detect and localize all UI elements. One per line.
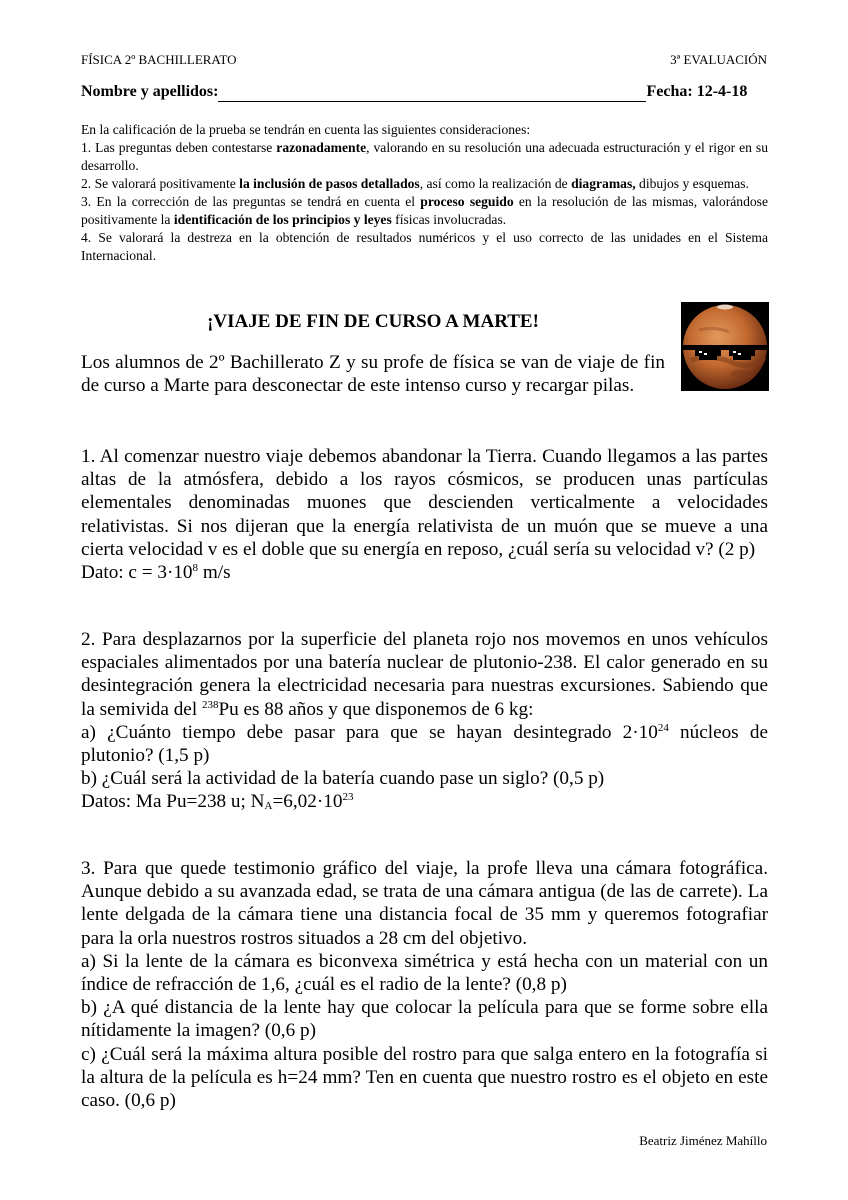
criteria-item-4: 4. Se valorará la destreza en la obtención de resultados numéricos y el uso correcto de las unidades en el Sistema Internacional. — [81, 230, 768, 263]
dato-exponent: 8 — [192, 562, 199, 575]
criteria-2-bold: la inclusión de pasos detallados — [239, 176, 420, 191]
question-2-text-b: Pu es 88 años y que disponemos de 6 kg: — [218, 698, 534, 720]
mars-sunglasses-image — [681, 302, 769, 391]
question-1-dato — [81, 561, 768, 584]
criteria-item-2 — [81, 175, 768, 193]
intro-paragraph — [81, 351, 665, 397]
datos-subscript: A — [264, 800, 273, 813]
question-2a — [81, 721, 768, 767]
question-2-text — [81, 628, 768, 721]
criteria-item-3 — [81, 193, 768, 229]
dato-unit: m/s — [198, 562, 231, 584]
criteria-3-bold: proceso seguido — [420, 194, 514, 209]
criteria-3-bold-2: identificación de los principios y leyes — [173, 212, 392, 227]
datos-text: Datos: Ma Pu=238 u; N — [81, 791, 265, 813]
criteria-item-1 — [81, 139, 768, 175]
criteria-intro: En la calificación de la prueba se tendrán en cuenta las siguientes consideraciones: — [81, 122, 531, 137]
question-3b: b) ¿A qué distancia de la lente hay que colocar la película para que se forme sobre ella nítidamente la imagen? (0,6 p) — [81, 997, 768, 1042]
intro-text: Los alumnos de 2º Bachillerato Z y su profe de física se van de viaje de fin de curso a Marte para desconectar de este intenso curso y recargar pilas. — [81, 352, 665, 397]
grading-criteria — [81, 121, 768, 265]
course-label: FÍSICA 2º BACHILLERATO — [81, 52, 237, 67]
question-3 — [81, 857, 768, 1112]
mars-planet-icon — [681, 302, 769, 391]
isotope-mass: 238 — [201, 698, 219, 711]
question-2a-exponent: 24 — [657, 721, 669, 734]
datos-value: =6,02·10 — [272, 791, 343, 813]
date-label: Fecha: 12-4-18 — [646, 83, 748, 100]
criteria-3-text-mid: en la resolución de las mismas, valorándose positivamente la — [81, 194, 768, 227]
question-2b: b) ¿Cuál será la actividad de la batería cuando pase un siglo? (0,5 p) — [81, 768, 605, 790]
criteria-3-text-end: físicas involucradas. — [391, 212, 507, 227]
criteria-2-text: 2. Se valorará positivamente — [81, 176, 240, 191]
question-2-text-a: 2. Para desplazarnos por la superficie del planeta rojo nos movemos en unos vehículos espaciales alimentados por una batería nuclear de plutonio-238. El calor generado en su desintegración genera la electricidad necesaria para nuestras excursiones. Sabiendo que la semivida del — [81, 629, 768, 720]
question-2-datos — [81, 790, 768, 813]
question-3a: a) Si la lente de la cámara es biconvexa simétrica y está hecha con un material con un índice de refracción de 1,6, ¿cuál es el radio de la lente? (0,8 p) — [81, 950, 768, 996]
criteria-1-text: 1. Las preguntas deben contestarse — [81, 140, 277, 155]
question-2a-text: a) ¿Cuánto tiempo debe pasar para que se hayan desintegrado 2·10 — [81, 721, 658, 743]
criteria-1-bold: razonadamente — [276, 140, 367, 155]
author-footer: Beatriz Jiménez Mahíllo — [639, 1133, 767, 1148]
criteria-2-text-end: dibujos y esquemas. — [635, 176, 749, 191]
question-2a-text-end: núcleos de plutonio? (1,5 p) — [81, 721, 768, 767]
dato-text: Dato: c = 3·10 — [81, 562, 193, 584]
criteria-3-text: 3. En la corrección de las preguntas se tendrá en cuenta el — [81, 194, 421, 209]
datos-exponent: 23 — [342, 791, 354, 804]
name-blank — [218, 86, 646, 102]
criteria-2-text-mid: , así como la realización de — [419, 176, 572, 191]
exam-title: ¡VIAJE DE FIN DE CURSO A MARTE! — [207, 311, 539, 332]
question-3c: c) ¿Cuál será la máxima altura posible del rostro para que salga entero en la fotografía si la altura de la película es h=24 mm? Ten en cuenta que nuestro rostro es el objeto en este caso. (0,6 p) — [81, 1043, 768, 1112]
question-2 — [81, 628, 768, 814]
evaluation-label: 3ª EVALUACIÓN — [670, 52, 767, 67]
question-1-text: 1. Al comenzar nuestro viaje debemos abandonar la Tierra. Cuando llegamos a las partes altas de la atmósfera, debido a los rayos cósmicos, se producen unas partículas elementales denominadas muones que descienden verticalmente a velocidades relativistas. Si nos dijeran que la energía relativista de un muón que se mueve a una cierta velocidad v es el doble que su energía en reposo, ¿cuál sería su velocidad v? (2 p) — [81, 446, 768, 560]
criteria-2-bold-2: diagramas, — [571, 176, 636, 191]
name-date-line — [81, 82, 768, 102]
criteria-1-text-end: , valorando en su resolución una adecuada estructuración y el rigor en su desarrollo. — [81, 140, 768, 173]
question-3-text: 3. Para que quede testimonio gráfico del viaje, la profe lleva una cámara fotográfica. Aunque debido a su avanzada edad, se trata de una cámara antigua (de las de carrete). La lente delgada de la cámara tiene una distancia focal de 35 mm y queremos fotografiar para la orla nuestros rostros situados a 28 cm del objetivo. — [81, 858, 768, 949]
name-label: Nombre y apellidos: — [81, 83, 219, 100]
question-1 — [81, 445, 768, 584]
